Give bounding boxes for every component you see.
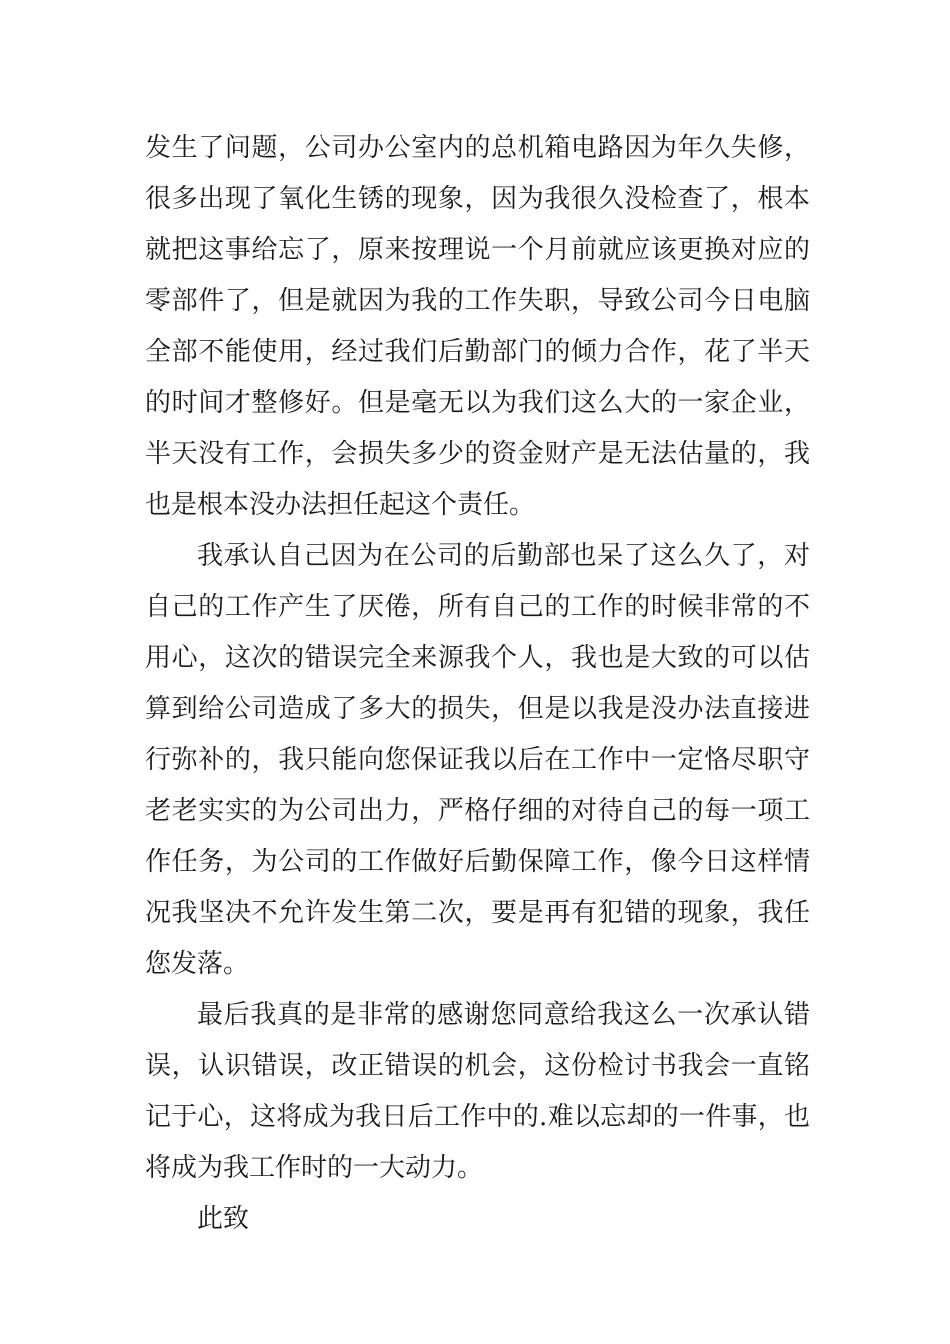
- paragraph-line: 最后我真的是非常的感谢您同意给我这么一次承认错: [197, 1000, 810, 1030]
- paragraph-2: [145, 531, 810, 990]
- paragraph-line: 也是根本没办法担任起这个责任。: [145, 490, 536, 520]
- paragraph-line: 发生了问题，公司办公室内的总机箱电路因为年久失修，: [145, 133, 810, 163]
- paragraph-line: 算到给公司造成了多大的损失，但是以我是没办法直接进: [145, 694, 810, 724]
- paragraph-line: 全部不能使用，经过我们后勤部门的倾力合作，花了半天: [145, 337, 810, 367]
- paragraph-line: 将成为我工作时的一大动力。: [145, 1153, 484, 1183]
- paragraph-line: 的时间才整修好。但是毫无以为我们这么大的一家企业，: [145, 388, 810, 418]
- paragraph-line: 我承认自己因为在公司的后勤部也呆了这么久了，对: [197, 541, 810, 571]
- paragraph-line: 零部件了，但是就因为我的工作失职，导致公司今日电脑: [145, 286, 810, 316]
- paragraph-line: 您发落。: [145, 949, 250, 979]
- paragraph-line: 误，认识错误，改正错误的机会，这份检讨书我会一直铭: [145, 1051, 810, 1081]
- closing-salutation: [145, 1194, 810, 1245]
- paragraph-line: 自己的工作产生了厌倦，所有自己的工作的时候非常的不: [145, 592, 810, 622]
- paragraph-line: 就把这事给忘了，原来按理说一个月前就应该更换对应的: [145, 235, 810, 265]
- document-body: [145, 123, 810, 1245]
- paragraph-line: 很多出现了氧化生锈的现象，因为我很久没检查了，根本: [145, 184, 810, 214]
- paragraph-line: 老老实实的为公司出力，严格仔细的对待自己的每一项工: [145, 796, 810, 826]
- paragraph-1: [145, 123, 810, 531]
- paragraph-line: 行弥补的，我只能向您保证我以后在工作中一定恪尽职守: [145, 745, 810, 775]
- paragraph-line: 半天没有工作，会损失多少的资金财产是无法估量的，我: [145, 439, 810, 469]
- paragraph-line: 作任务，为公司的工作做好后勤保障工作，像今日这样情: [145, 847, 810, 877]
- paragraph-line: 用心，这次的错误完全来源我个人，我也是大致的可以估: [145, 643, 810, 673]
- paragraph-line: 况我坚决不允许发生第二次，要是再有犯错的现象，我任: [145, 898, 810, 928]
- closing-line: 此致: [197, 1204, 250, 1234]
- paragraph-3: [145, 990, 810, 1194]
- paragraph-line: 记于心，这将成为我日后工作中的.难以忘却的一件事，也: [145, 1102, 810, 1132]
